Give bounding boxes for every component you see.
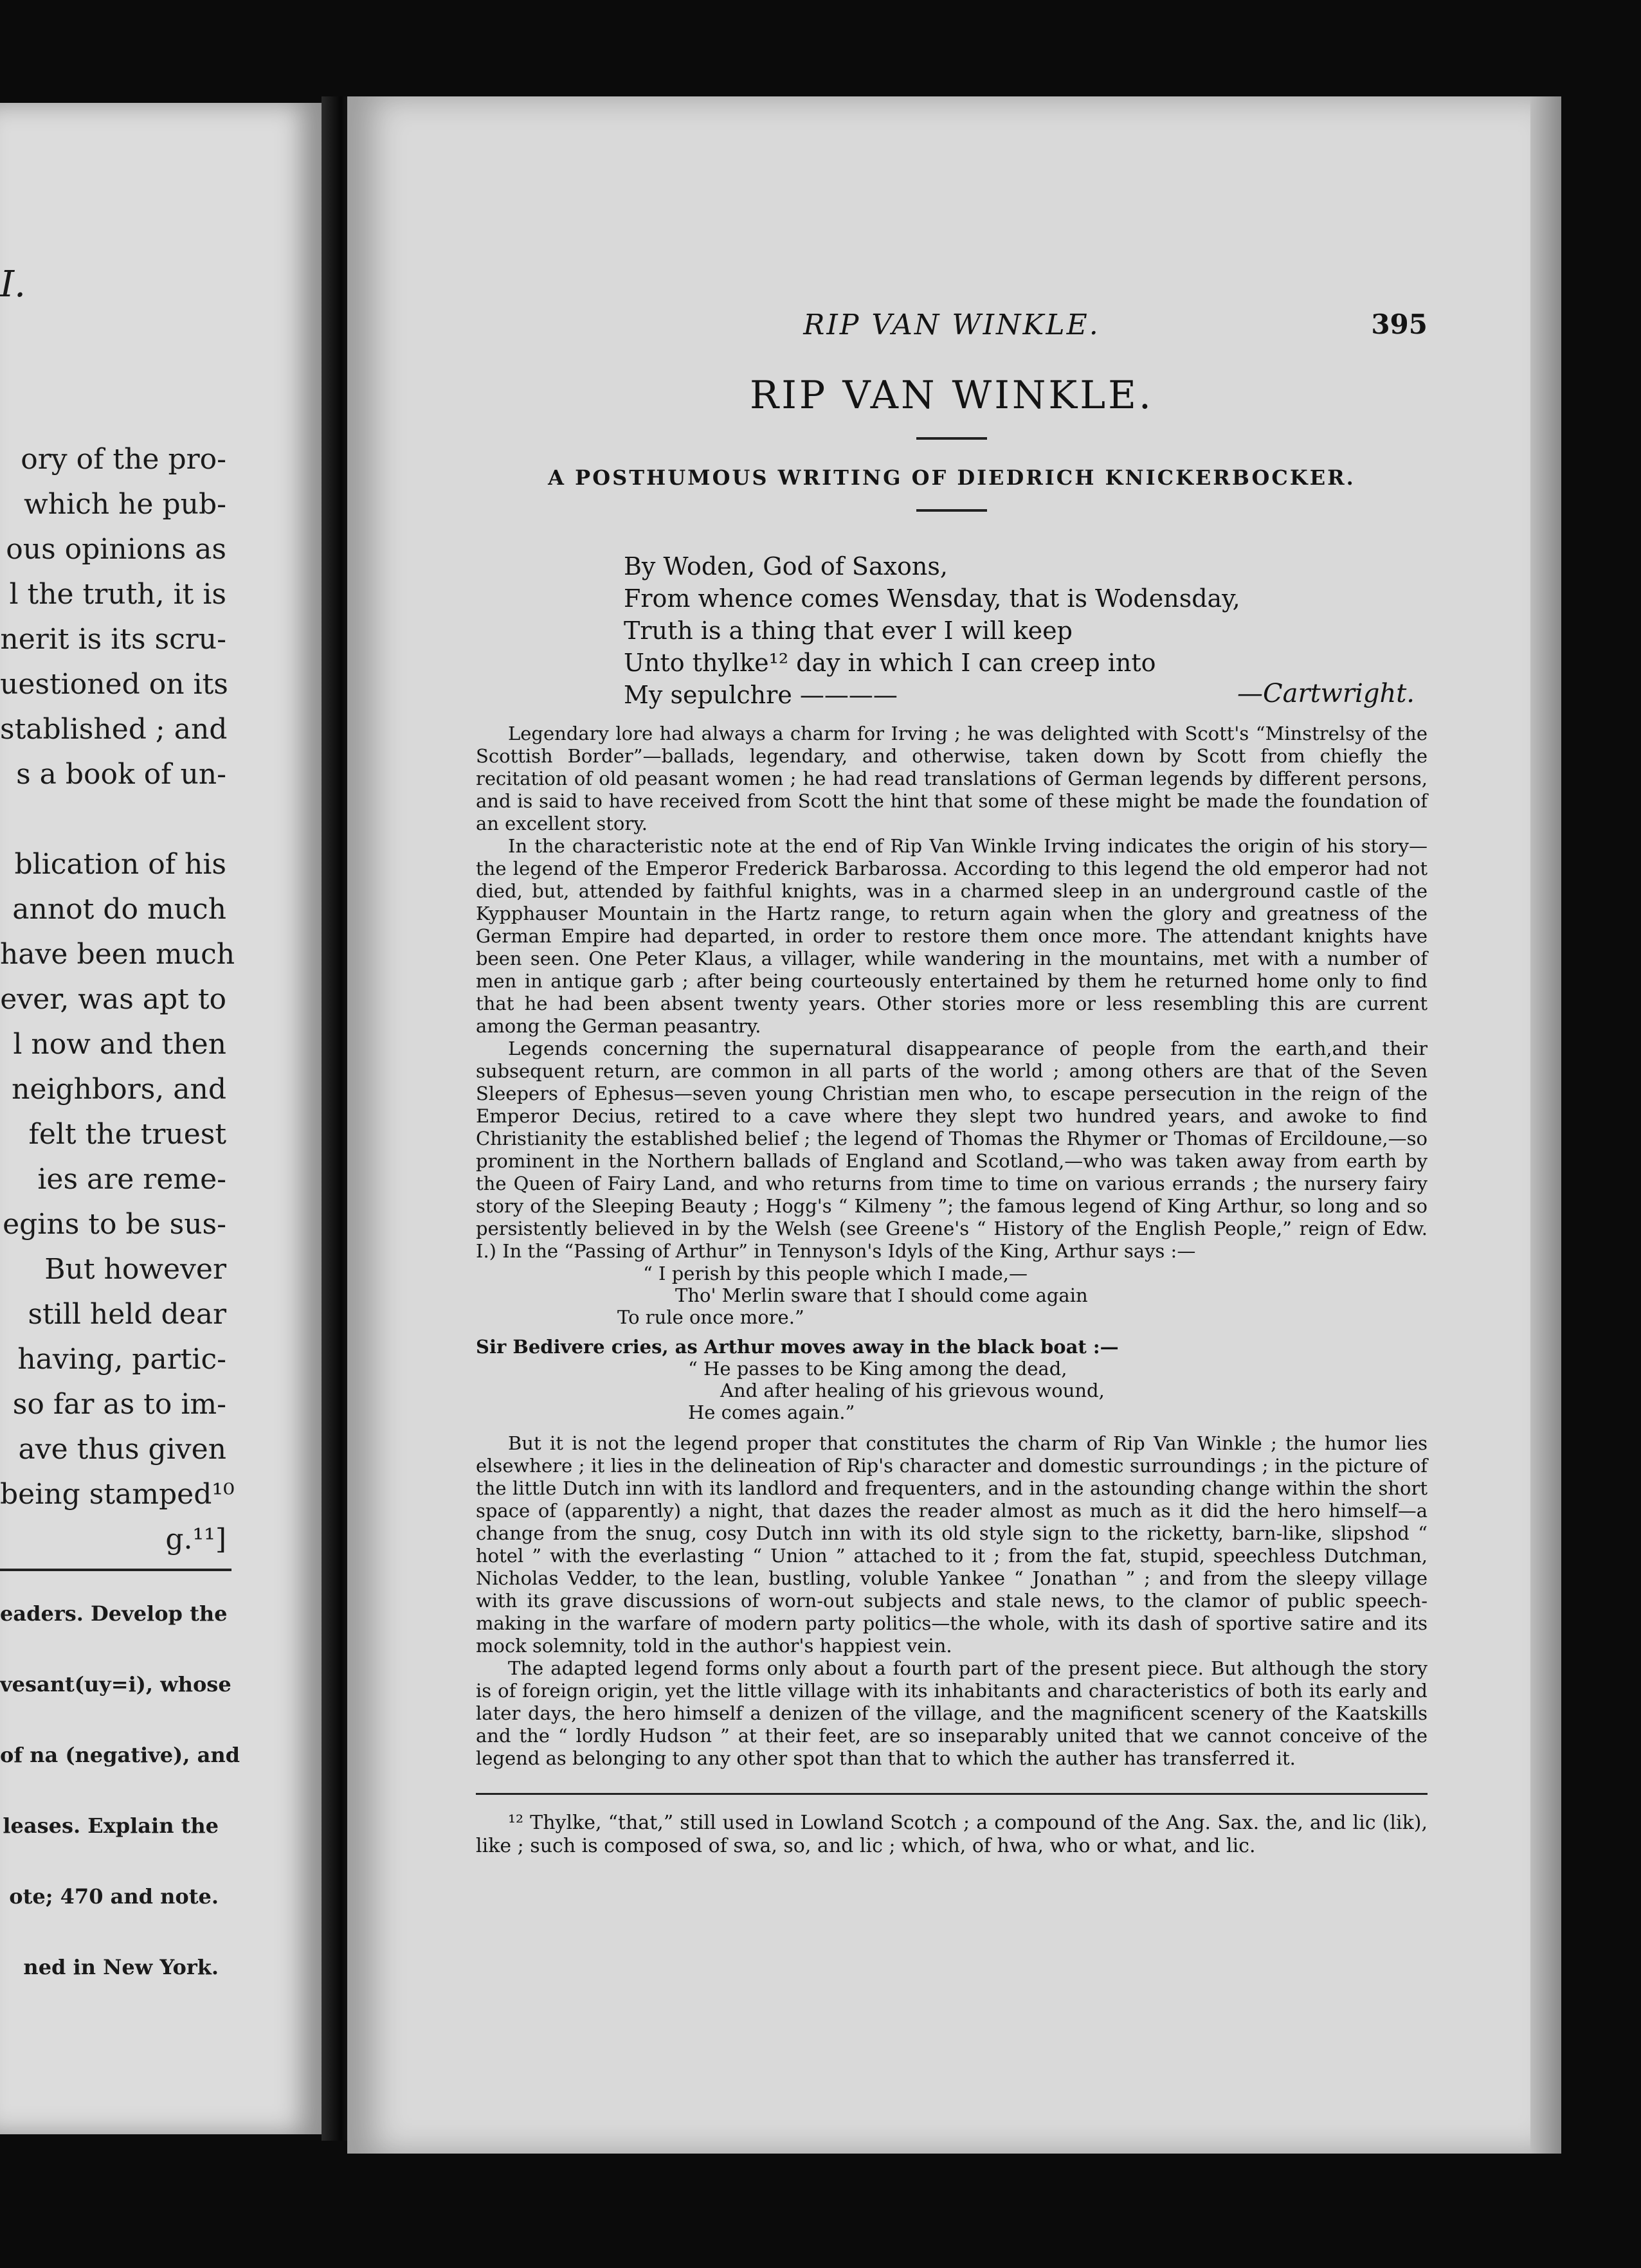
epigraph-line: By Woden, God of Saxons, — [624, 552, 948, 580]
facing-line: s a book of un- — [16, 758, 226, 791]
facing-line: being stamped¹⁰ — [0, 1478, 235, 1511]
facing-line: have been much — [0, 938, 235, 971]
verse-line: He comes again.” — [688, 1401, 855, 1423]
epigraph-line: Unto thylke¹² day in which I can creep into — [624, 649, 1156, 677]
running-title: RIP VAN WINKLE. — [803, 309, 1100, 341]
epigraph-line: From whence comes Wensday, that is Wodensday, — [624, 584, 1240, 613]
facing-note: of na (negative), and — [0, 1743, 240, 1767]
facing-line: ever, was apt to — [0, 983, 226, 1016]
quote-intro: Sir Bedivere cries, as Arthur moves away in the black boat :— — [476, 1336, 1119, 1358]
verse-line: To rule once more.” — [617, 1306, 804, 1328]
facing-line: g.¹¹] — [165, 1523, 226, 1556]
facing-line: annot do much — [12, 893, 226, 926]
title-rule — [916, 437, 987, 440]
facing-line: neighbors, and — [12, 1073, 226, 1106]
facing-line: stablished ; and — [0, 713, 228, 746]
page-edge — [1530, 96, 1561, 2154]
body-paragraph: Legends concerning the supernatural disappearance of people from the earth,and their subsequent return, are common in all parts of the world ; among others are that of the Seven Sleepers of Ephesus—seven young Christian men who, to escape persecution in the reign of the Emperor Decius, retired to a cave where they slept two hundred years, and awoke to find Christianity the established belief ; the legend of Thomas the Rhymer or Thomas of Ercildoune,—so prominent in the Northern ballads of England and Scotland,—who was taken away from earth by the Queen of Fairy Land, and who returns from time to time on various errands ; the nursery fairy story of the Sleeping Beauty ; Hogg's “ Kilmeny ”; the famous legend of King Arthur, so long and so persistently believed in by the Welsh (see Greene's “ History of the English People,” reign of Edw. I.) In the “Passing of Arthur” in Tennyson's Idyls of the King, Arthur says :— — [476, 1038, 1428, 1262]
facing-line: l now and then — [13, 1028, 226, 1061]
subtitle-rule — [916, 509, 987, 512]
facing-line: having, partic- — [17, 1343, 226, 1376]
facing-page-notes — [0, 1578, 322, 2003]
footnote: ¹² Thylke, “that,” still used in Lowland Scotch ; a compound of the Ang. Sax. the, and lic (lik), like ; such is composed of swa, so, and lic ; which, of hwa, who or what, and lic. — [476, 1812, 1428, 1857]
verse-line: “ I perish by this people which I made,— — [643, 1263, 1028, 1284]
facing-page-heading: I. — [0, 264, 26, 305]
running-head — [476, 309, 1428, 354]
facing-line: ies are reme- — [37, 1163, 226, 1196]
facing-line: so far as to im- — [12, 1388, 226, 1421]
facing-line: ous opinions as — [6, 533, 226, 566]
chapter-subtitle: A POSTHUMOUS WRITING OF DIEDRICH KNICKERBOCKER. — [548, 465, 1355, 490]
facing-line: l the truth, it is — [9, 578, 226, 611]
body-paragraph: The adapted legend forms only about a fourth part of the present piece. But although the story is of foreign origin, yet the little village with its inhabitants and characteristics of both its early and later days, the hero himself a denizen of the village, and the magnificent scenery of the Kaatskills and the “ lordly Hudson ” at their feet, are so inseparably united that we cannot conceive of the legend as belonging to any other spot than that to which the auther has transferred it. — [476, 1657, 1428, 1769]
epigraph-line: Truth is a thing that ever I will keep — [624, 616, 1073, 645]
facing-note: leases. Explain the — [3, 1814, 219, 1838]
page-number: 395 — [1371, 309, 1428, 340]
footnote-rule — [476, 1793, 1428, 1795]
facing-line: ory of the pro- — [21, 443, 226, 476]
facing-page-rule — [0, 1569, 231, 1571]
body-paragraph: But it is not the legend proper that constitutes the charm of Rip Van Winkle ; the humor lies elsewhere ; it lies in the delineation of Rip's character and domestic surroundings ; in the picture of the little Dutch inn with its landlord and frequenters, and in the astounding change within the short space of (apparently) a night, that dazes the reader almost as much as it did the hero himself—a change from the snug, cosy Dutch inn with its old style sign to the ricketty, barn-like, slipshod “ hotel ” with the everlasting “ Union ” attached to it ; from the fat, stupid, speechless Dutchman, Nicholas Vedder, to the lean, bustling, voluble Yankee “ Jonathan ” ; and from the sleepy village with its grave discussions of worn-out subjects and stale news, to the clamor of public speech-making in the warfare of modern party politics—the whole, with its dash of sportive satire and its mock solemnity, told in the author's happiest vein. — [476, 1432, 1428, 1657]
facing-line: But however — [44, 1253, 226, 1286]
facing-line: felt the truest — [28, 1118, 226, 1151]
facing-note: ote; 470 and note. — [9, 1884, 219, 1909]
facing-line: still held dear — [28, 1298, 226, 1331]
epigraph-line: My sepulchre ———— — [624, 681, 898, 709]
chapter-title: RIP VAN WINKLE. — [750, 373, 1154, 418]
facing-line: nerit is its scru- — [0, 623, 226, 656]
verse-line: And after healing of his grievous wound, — [720, 1380, 1105, 1401]
body-paragraph: In the characteristic note at the end of Rip Van Winkle Irving indicates the origin of his story—the legend of the Emperor Frederick Barbarossa. According to this legend the old emperor had not died, but, attended by faithful knights, was in a charmed sleep in an underground castle of the Kypphauser Mountain in the Hartz range, to return again when the glory and greatness of the German Empire had departed, in order to restore them once more. The attendant knights have been seen. One Peter Klaus, a villager, while wandering in the mountains, met with a number of men in antique garb ; after being courteously entertained by them he returned home only to find that he had been absent twenty years. Other stories more or less resembling this are current among the German peasantry. — [476, 835, 1428, 1037]
facing-note: eaders. Develop the — [0, 1601, 228, 1626]
body-paragraph: Legendary lore had always a charm for Irving ; he was delighted with Scott's “Minstrelsy of the Scottish Border”—ballads, legendary, and otherwise, taken down by Scott from chiefly the recitation of old peasant women ; he had read translations of German legends by different persons, and is said to have received from Scott the hint that some of these might be made the foundation of an excellent story. — [476, 723, 1428, 834]
facing-page-text — [0, 437, 322, 1562]
facing-note: ned in New York. — [23, 1955, 219, 1979]
facing-line: uestioned on its — [0, 668, 228, 701]
verse-line: “ He passes to be King among the dead, — [688, 1358, 1067, 1380]
facing-note: vesant(uy=i), whose — [0, 1672, 231, 1697]
facing-line — [0, 797, 322, 842]
facing-line: ave thus given — [18, 1433, 226, 1466]
epigraph-attribution: —Cartwright. — [1237, 679, 1415, 708]
facing-line: blication of his — [14, 848, 226, 881]
facing-line: which he pub- — [24, 488, 226, 521]
facing-page — [0, 103, 322, 2134]
verse-line: Tho' Merlin sware that I should come again — [675, 1284, 1088, 1306]
main-page-content — [476, 309, 1428, 1877]
facing-line: egins to be sus- — [3, 1208, 226, 1241]
